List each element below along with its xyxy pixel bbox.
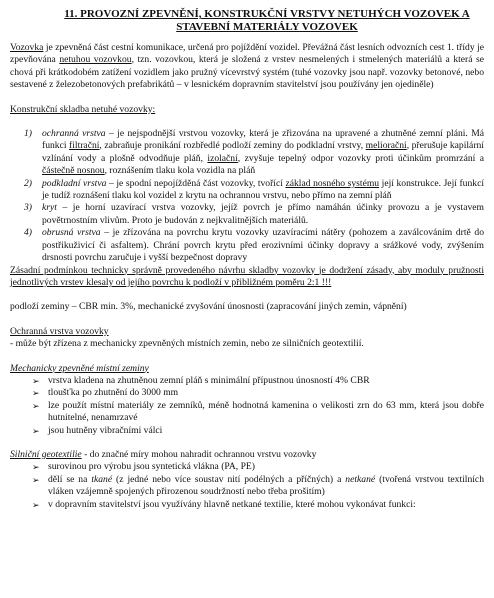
arrow-bullet-icon: ➢	[32, 425, 40, 436]
term-vozovka: Vozovka	[10, 42, 44, 53]
subgrade-note: podloží zeminy – CBR min. 3%, mechanické zvyšování únosnosti (zapracování jiných zemin, vápnění)	[10, 301, 407, 313]
list-item: ➢ lze použít místní materiály ze zemníků, méně hodnotná kamenina o velikosti zrn do 63 mm, která jsou dobře hutnitelné, nenamrzavé	[32, 399, 484, 424]
soil-heading: Mechanicky zpevněné místní zeminy	[10, 362, 149, 374]
section-heading: Konstrukční skladba netuhé vozovky:	[10, 103, 156, 115]
protective-text: - může být zřízena z mechanicky zpevněných místních zemin, nebo ze silničních geotextilií.	[10, 338, 364, 350]
list-item: ➢ dělí se na tkané (z jedné nebo více soustav nití podélných a příčných) a netkané (tvořená vrstvou textilních vláken vzájemně spojených přirozenou soudržností nebo třeba prošitím)	[32, 473, 484, 498]
title-line-2: STAVEBNÍ MATERIÁLY VOZOVEK	[176, 21, 358, 33]
term-netuha-vozovka: netuhou vozovkou	[59, 54, 132, 66]
title-line-1: 11. PROVOZNÍ ZPEVNĚNÍ, KONSTRUKČNÍ VRSTVY NETUHÝCH VOZOVEK A	[64, 8, 470, 20]
list-item: ➢ surovinou pro výrobu jsou syntetická vlákna (PA, PE)	[32, 461, 255, 473]
list-item: 2) podkladní vrstva – je spodní nepojížděná část vozovky, tvořící základ nosného systému její konstrukce. Její funkcí je tudíž roznášení tlaku kol vozidel z krytu na ochrannou vrstvu, nebo přímo na zemní pláň	[24, 177, 484, 202]
arrow-bullet-icon: ➢	[32, 388, 40, 399]
geotextile-list	[32, 461, 484, 511]
protective-heading: Ochranná vrstva vozovky	[10, 325, 109, 337]
principle-note: Zásadní podmínkou technicky správně provedeného návrhu skladby vozovky je dodržení zásady, aby moduly pružnosti jednotlivých vrstev klesaly od jejího povrchu k podloží v přibližném poměru 2:1 !!!	[10, 264, 484, 288]
arrow-bullet-icon: ➢	[32, 474, 40, 485]
list-item: ➢ v dopravním stavitelství jsou využívány hlavně netkané textilie, které mohou vykonávat funkci:	[32, 498, 416, 510]
intro-paragraph: Vozovka je zpevněná část cestní komunikace, určená pro pojíždění vozidel. Převážná část lesních odvozních cest 1. třídy je zpevňována netuhou vozovkou, tzn. vozovkou, která je složená z vrstev nesmelených i stmelených materiálů a která se chová při krátkodobém zatížení vozidlem jako pružný vícevrstvý systém (tuhé vozovky jsou např. vozovky betonové, nebo sestavené z železobetonových prefabrikátů – v lesnickém dopravním stavitelství jsou používány jen ojediněle)	[10, 42, 484, 91]
list-item: 4) obrusná vrstva – je zřízována na povrchu krytu vozovky uzavíracími nátěry (pohozem a zaválcováním drtě do postřikuživicí či asfaltem). Chrání povrch krytu před erozivními účinky dopravy a srážkové vody, zvýšením drsnosti povrchu zaručuje i vyšší bezpečnost dopravy	[24, 227, 485, 264]
arrow-bullet-icon: ➢	[32, 462, 40, 473]
list-item: 3) kryt – je horní uzavírací vrstva vozovky, jejíž povrch je přímo namáhán účinky provozu a je vystavem povětrnostním vlivům. Proto je budován z nejkvalitnějších materiálů.	[24, 202, 484, 226]
arrow-bullet-icon: ➢	[32, 375, 40, 386]
soil-list	[32, 375, 484, 437]
arrow-bullet-icon: ➢	[32, 400, 40, 411]
arrow-bullet-icon: ➢	[32, 499, 40, 510]
layer-list	[24, 128, 484, 264]
list-item: ➢ jsou hutněny vibračními válci	[32, 424, 163, 436]
list-item: ➢ tloušťka po zhutnění do 3000 mm	[32, 387, 179, 399]
geotextile-intro: Silniční geotextilie - do značné míry mohou nahradit ochrannou vrstvu vozovky	[10, 448, 317, 460]
list-item: ➢ vrstva kladena na zhutněnou zemní pláň s minimální přípustnou únosností 4% CBR	[32, 374, 370, 386]
page-title	[10, 8, 484, 34]
list-item: 1) ochranná vrstva – je nejspodnější vrstvou vozovky, která je zřizována na upravené a zhutněné zemní pláni. Má funkci filtrační, zabraňuje pronikání rozbředlé podloží zeminy do podkladní vrstvy, meliorační, přerušuje kapilární vzlínání vody a plošně odvodňuje pláň, izolační, zvyšuje tepelný odpor vozovky proti účinkům promrzání a částečně nosnou, roznášením tlaku kola vozidla na pláň	[24, 128, 484, 177]
